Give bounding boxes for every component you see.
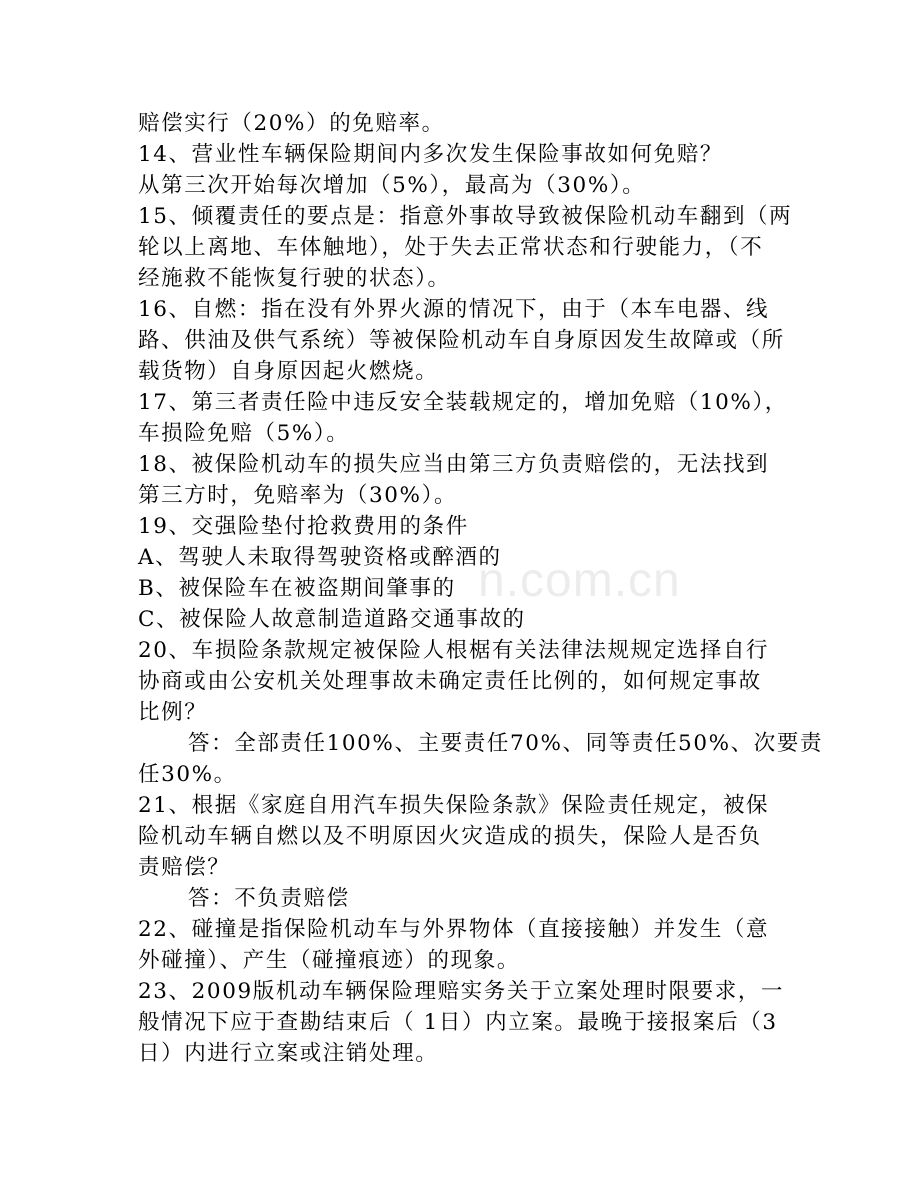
question-14: 14、营业性车辆保险期间内多次发生保险事故如何免赔？ — [138, 142, 723, 167]
text-line: 协商或由公安机关处理事故未确定责任比例的，如何规定事故 — [138, 669, 762, 694]
question-17: 17、第三者责任险中违反安全装载规定的，增加免赔（10%）， — [138, 390, 788, 415]
text-line: 第三方时，免赔率为（30%）。 — [138, 483, 458, 508]
option-a: A、驾驶人未取得驾驶资格或醉酒的 — [138, 545, 502, 570]
question-18: 18、被保险机动车的损失应当由第三方负责赔偿的，无法找到 — [138, 452, 770, 477]
watermark: n.com.cn — [478, 554, 681, 607]
question-23: 23、2009版机动车辆保险理赔实务关于立案处理时限要求，一 — [138, 979, 785, 1004]
text-line: 比例？ — [138, 700, 208, 725]
text-line: 载货物）自身原因起火燃烧。 — [138, 359, 439, 384]
text-line: 轮以上离地、车体触地），处于失去正常状态和行驶能力，（不 — [138, 235, 764, 260]
answer-20: 答：全部责任100%、主要责任70%、同等责任50%、次要责 — [188, 731, 824, 756]
text-line: 险机动车辆自燃以及不明原因火灾造成的损失，保险人是否负 — [138, 824, 762, 849]
question-22: 22、碰撞是指保险机动车与外界物体（直接接触）并发生（意 — [138, 917, 770, 942]
text-line: 赔偿实行（20%）的免赔率。 — [138, 111, 445, 136]
option-c: C、被保险人故意制造道路交通事故的 — [138, 607, 526, 632]
text-line: 车损险免赔（5%）。 — [138, 421, 350, 446]
answer-14: 从第三次开始每次增加（5%），最高为（30%）。 — [138, 173, 646, 198]
text-line: 任30%。 — [138, 762, 237, 787]
text-line: 路、供油及供气系统）等被保险机动车自身原因发生故障或（所 — [138, 328, 785, 353]
question-20: 20、车损险条款规定被保险人根椐有关法律法规规定选择自行 — [138, 638, 770, 663]
text-line: 责赔偿？ — [138, 855, 231, 880]
answer-21: 答：不负责赔偿 — [188, 886, 350, 911]
question-16: 16、自燃：指在没有外界火源的情况下，由于（本车电器、线 — [138, 297, 770, 322]
text-line: 经施救不能恢复行驶的状态）。 — [138, 266, 451, 291]
option-b: B、被保险车在被盗期间肇事的 — [138, 576, 456, 601]
text-line: 外碰撞）、产生（碰撞痕迹）的现象。 — [138, 948, 520, 973]
text-line: 日）内进行立案或注销处理。 — [138, 1041, 439, 1066]
question-15: 15、倾覆责任的要点是：指意外事故导致被保险机动车翻到（两 — [138, 204, 793, 229]
document-body — [138, 108, 824, 1069]
question-19: 19、交强险垫付抢救费用的条件 — [138, 514, 469, 539]
question-21: 21、根据《家庭自用汽车损失保险条款》保险责任规定，被保 — [138, 793, 770, 818]
text-line: 般情况下应于查勘结束后（ 1日）内立案。最晚于接报案后（3 — [138, 1010, 778, 1035]
